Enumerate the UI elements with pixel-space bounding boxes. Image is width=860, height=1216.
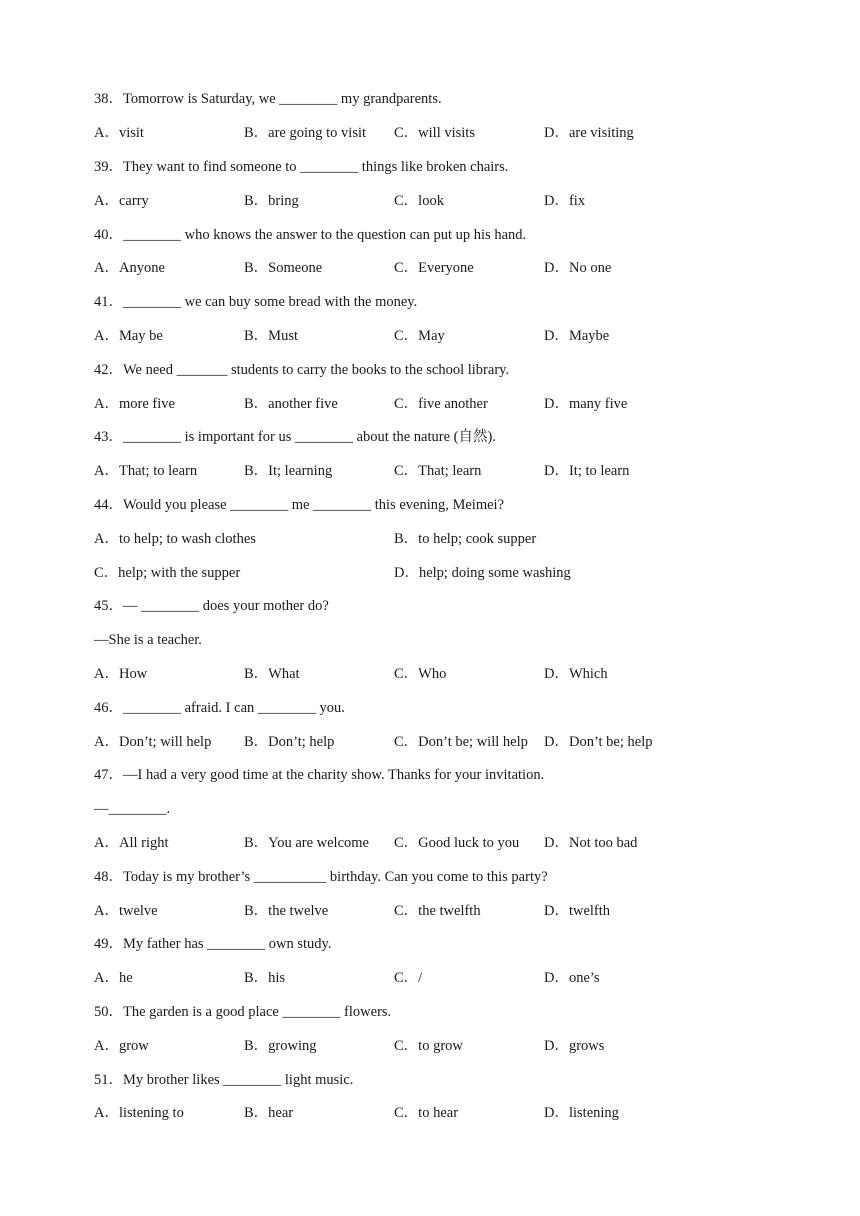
question-48-stem: 48．Today is my brother’s __________ birthday. Can you come to this party? <box>94 869 548 885</box>
question-39-stem: 39．They want to find someone to ________ things like broken chairs. <box>94 159 509 175</box>
option-b: B．You are welcome <box>244 835 369 851</box>
option-a: A．May be <box>94 328 163 344</box>
option-b: B．another five <box>244 396 338 412</box>
option-a: A．Don’t; will help <box>94 734 212 750</box>
option-d: D．many five <box>544 396 628 412</box>
option-b: B．Must <box>244 328 298 344</box>
option-d: D．help; doing some washing <box>394 565 571 581</box>
option-a: A．visit <box>94 125 144 141</box>
question-42-stem: 42．We need _______ students to carry the books to the school library. <box>94 362 510 378</box>
option-a: A．listening to <box>94 1105 184 1121</box>
option-c: C．Who <box>394 666 447 682</box>
question-43-stem: 43．________ is important for us ________ about the nature (自然). <box>94 429 496 445</box>
question-49-stem: 49．My father has ________ own study. <box>94 936 332 952</box>
option-b: B．growing <box>244 1038 317 1054</box>
option-c: C．look <box>394 193 444 209</box>
option-a: A．How <box>94 666 148 682</box>
option-d: D．Not too bad <box>544 835 638 851</box>
question-45-reply: —She is a teacher. <box>94 632 202 648</box>
option-a: A．Anyone <box>94 260 165 276</box>
option-c: C．will visits <box>394 125 475 141</box>
option-d: D．No one <box>544 260 612 276</box>
option-c: C．That; learn <box>394 463 482 479</box>
option-d: D．Maybe <box>544 328 610 344</box>
question-41-stem: 41．________ we can buy some bread with the money. <box>94 294 418 310</box>
option-a: A．carry <box>94 193 149 209</box>
question-50-stem: 50．The garden is a good place ________ flowers. <box>94 1004 392 1020</box>
option-a: A．twelve <box>94 903 158 919</box>
option-b: B．hear <box>244 1105 294 1121</box>
option-c: C．to hear <box>394 1105 459 1121</box>
question-45-stem: 45．— ________ does your mother do? <box>94 598 329 614</box>
option-a: A．to help; to wash clothes <box>94 531 256 547</box>
option-c: C．help; with the supper <box>94 565 241 581</box>
option-b: B．It; learning <box>244 463 333 479</box>
option-b: B．Don’t; help <box>244 734 335 750</box>
option-d: D．twelfth <box>544 903 611 919</box>
option-a: A．more five <box>94 396 175 412</box>
option-c: C．/ <box>394 970 423 986</box>
question-40-stem: 40．________ who knows the answer to the question can put up his hand. <box>94 227 527 243</box>
option-c: C．May <box>394 328 445 344</box>
option-c: C．Don’t be; will help <box>394 734 528 750</box>
option-b: B．his <box>244 970 286 986</box>
question-46-stem: 46．________ afraid. I can ________ you. <box>94 700 345 716</box>
question-47-reply: —________. <box>94 801 171 817</box>
option-c: C．to grow <box>394 1038 463 1054</box>
option-d: D．are visiting <box>544 125 634 141</box>
option-b: B．the twelve <box>244 903 329 919</box>
question-51-stem: 51．My brother likes ________ light music. <box>94 1072 354 1088</box>
option-b: B．to help; cook supper <box>394 531 537 547</box>
option-a: A．he <box>94 970 133 986</box>
question-44-stem: 44．Would you please ________ me ________ this evening, Meimei? <box>94 497 505 513</box>
option-c: C．the twelfth <box>394 903 481 919</box>
option-a: A．All right <box>94 835 169 851</box>
option-a: A．That; to learn <box>94 463 198 479</box>
option-b: B．What <box>244 666 300 682</box>
option-c: C．Good luck to you <box>394 835 520 851</box>
option-c: C．five another <box>394 396 488 412</box>
option-a: A．grow <box>94 1038 149 1054</box>
option-b: B．are going to visit <box>244 125 367 141</box>
question-38-stem: 38．Tomorrow is Saturday, we ________ my grandparents. <box>94 91 442 107</box>
option-d: D．Don’t be; help <box>544 734 653 750</box>
option-d: D．Which <box>544 666 608 682</box>
option-d: D．fix <box>544 193 586 209</box>
option-b: B．bring <box>244 193 299 209</box>
option-b: B．Someone <box>244 260 323 276</box>
option-d: D．It; to learn <box>544 463 630 479</box>
option-d: D．listening <box>544 1105 619 1121</box>
question-47-stem: 47．—I had a very good time at the charity show. Thanks for your invitation. <box>94 767 545 783</box>
option-d: D．grows <box>544 1038 605 1054</box>
option-d: D．one’s <box>544 970 600 986</box>
option-c: C．Everyone <box>394 260 474 276</box>
